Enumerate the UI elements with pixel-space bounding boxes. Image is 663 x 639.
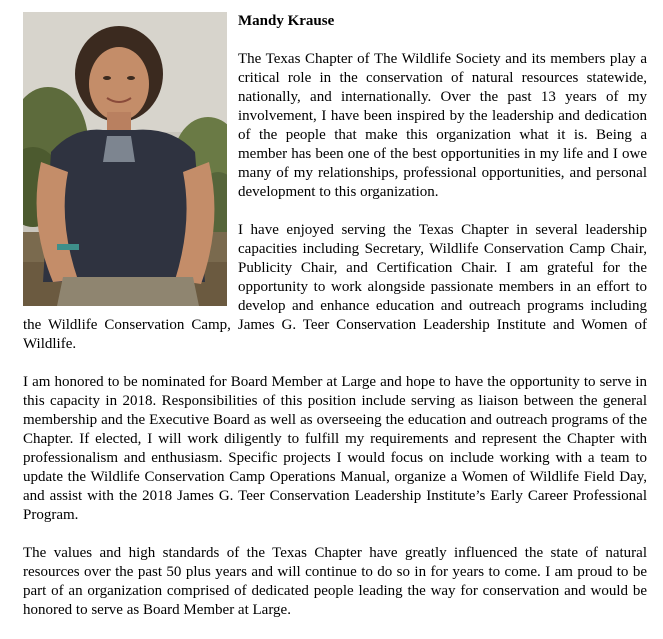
statement-paragraph-4: The values and high standards of the Texas Chapter have greatly influenced the state of natural resources over the past 50 plus years and will continue to do so in for years to come. I am proud to be part of an organization comprised of dedicated people leading the way for conservation and would be honored to serve as Board Member at Large.: [23, 545, 647, 618]
candidate-statement: [23, 12, 647, 639]
statement-paragraph-3: I am honored to be nominated for Board Member at Large and hope to have the opportunity to serve in this capacity in 2018. Responsibilities of this position include serving as liaison between the general membership and the Executive Board as well as overseeing the education and outreach programs of the Chapter. If elected, I will work diligently to fulfill my requirements and represent the Chapter with professionalism and enthusiasm. Specific projects I would focus on include working with a team to update the Wildlife Conservation Camp Operations Manual, organize a Women of Wildlife Field Day, and assist with the 2018 James G. Teer Conservation Leadership Institute’s Early Career Professional Program.: [23, 374, 647, 523]
candidate-photo: [23, 12, 227, 306]
candidate-name: Mandy Krause: [238, 13, 335, 29]
statement-paragraph-1: The Texas Chapter of The Wildlife Society and its members play a critical role in the conservation of natural resources statewide, nationally, and internationally. Over the past 13 years of my involvement, I have been inspired by the leadership and dedication of the people that make this organization what it is. Being a member has been one of the best opportunities in my life and I owe many of my relationships, professional opportunities, and personal development to this organization.: [238, 51, 647, 200]
statement-paragraph-2: I have enjoyed serving the Texas Chapter in several leadership capacities including Secretary, Wildlife Conservation Camp Chair, Publicity Chair, and Certification Chair. I am grateful for the opportunity to work alongside passionate members in an effort to develop and enhance education and outreach programs including the Wildlife Conservation Camp, James G. Teer Conservation Leadership Institute and Women of Wildlife.: [23, 222, 647, 352]
